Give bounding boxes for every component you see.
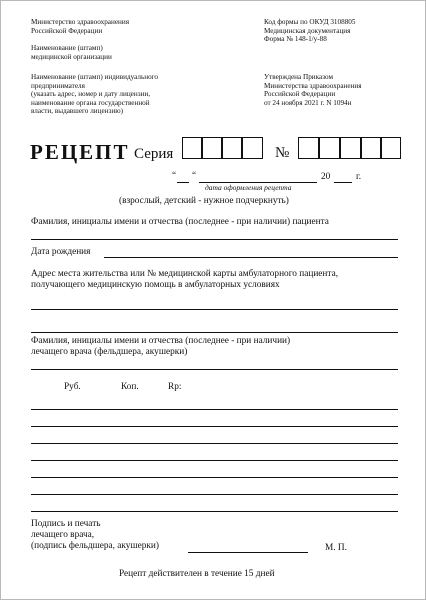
- entrepreneur-line: (указать адрес, номер и дату лицензии,: [31, 90, 151, 99]
- entrepreneur-line: наименование органа государственной: [31, 98, 150, 107]
- birth-date-line[interactable]: [104, 257, 398, 258]
- rub-label: Руб.: [64, 382, 81, 392]
- kop-label: Коп.: [121, 382, 139, 392]
- signature-label: [31, 519, 159, 552]
- entrepreneur-line: власти, выдавшего лицензию): [31, 107, 123, 116]
- number-label: №: [275, 145, 290, 161]
- signature-label-line: (подпись фельдшера, акушерки): [31, 541, 159, 551]
- number-box[interactable]: [319, 137, 340, 159]
- entrepreneur-line: Наименование (штамп) индивидуального: [31, 73, 159, 81]
- patient-type-note: (взрослый, детский - нужное подчеркнуть): [119, 196, 289, 206]
- approval-line: от 24 ноября 2021 г. N 1094н: [264, 98, 352, 107]
- date-quote-close: “: [192, 171, 197, 181]
- prescription-line[interactable]: [31, 409, 398, 410]
- address-label-line: получающего медицинскую помощь в амбулаторных условиях: [31, 280, 280, 290]
- signature-label-line: Подпись и печать: [31, 519, 101, 529]
- validity-note: Рецепт действителен в течение 15 дней: [119, 569, 275, 579]
- series-box[interactable]: [202, 137, 222, 159]
- stamp-line: Наименование (штамп): [31, 44, 103, 52]
- number-box[interactable]: [361, 137, 381, 159]
- year-prefix: 20: [321, 172, 331, 182]
- form-code-line: Форма № 148-1/у-88: [264, 35, 327, 44]
- entrepreneur-stamp-block: [31, 73, 158, 116]
- address-label-line: Адрес места жительства или № медицинской карты амбулаторного пациента,: [31, 269, 339, 279]
- form-code-block: [264, 18, 355, 44]
- doctor-name-label-line: Фамилия, инициалы имени и отчества (последнее - при наличии): [31, 336, 291, 346]
- address-label: [31, 269, 338, 291]
- ministry-line: Министерство здравоохранения: [31, 18, 130, 26]
- day-line[interactable]: [177, 182, 189, 183]
- approval-block: [264, 73, 362, 107]
- prescription-line[interactable]: [31, 443, 398, 444]
- doctor-name-line[interactable]: [31, 369, 398, 370]
- prescription-line[interactable]: [31, 426, 398, 427]
- doctor-name-label: [31, 336, 290, 358]
- address-line[interactable]: [31, 309, 398, 310]
- ministry-line: Российской Федерации: [31, 26, 103, 35]
- series-label: Серия: [134, 146, 174, 162]
- date-quote-open: “: [172, 171, 177, 181]
- number-box[interactable]: [298, 137, 319, 159]
- signature-line[interactable]: [188, 552, 308, 553]
- prescription-line[interactable]: [31, 511, 398, 512]
- signature-label-line: лечащего врача,: [31, 530, 95, 540]
- form-code-line: Медицинская документация: [264, 26, 351, 35]
- prescription-line[interactable]: [31, 460, 398, 461]
- rp-label: Rp:: [168, 382, 182, 392]
- patient-name-label: Фамилия, инициалы имени и отчества (последнее - при наличии) пациента: [31, 217, 329, 227]
- series-box[interactable]: [182, 137, 202, 159]
- stamp-place-label: М. П.: [325, 543, 347, 553]
- approval-line: Министерства здравоохранения: [264, 81, 362, 90]
- form-code-line: Код формы по ОКУД 3108805: [264, 18, 356, 26]
- entrepreneur-line: предпринимателя: [31, 81, 85, 90]
- prescription-line[interactable]: [31, 477, 398, 478]
- address-line[interactable]: [31, 332, 398, 333]
- recipe-title: РЕЦЕПТ: [30, 140, 130, 164]
- stamp-line: медицинской организации: [31, 52, 112, 61]
- approval-line: Российской Федерации: [264, 90, 336, 99]
- ministry-block: [31, 18, 129, 35]
- number-box[interactable]: [340, 137, 361, 159]
- year-suffix: г.: [356, 172, 362, 182]
- organization-stamp-block: [31, 44, 112, 61]
- doctor-name-label-line: лечащего врача (фельдшера, акушерки): [31, 347, 188, 357]
- patient-name-line[interactable]: [31, 239, 398, 240]
- number-box[interactable]: [381, 137, 401, 159]
- birth-date-label: Дата рождения: [31, 247, 91, 257]
- series-box[interactable]: [242, 137, 263, 159]
- approval-line: Утверждена Приказом: [264, 73, 334, 81]
- date-caption: дата оформления рецепта: [205, 183, 292, 192]
- year-line[interactable]: [334, 182, 352, 183]
- prescription-line[interactable]: [31, 494, 398, 495]
- series-box[interactable]: [222, 137, 242, 159]
